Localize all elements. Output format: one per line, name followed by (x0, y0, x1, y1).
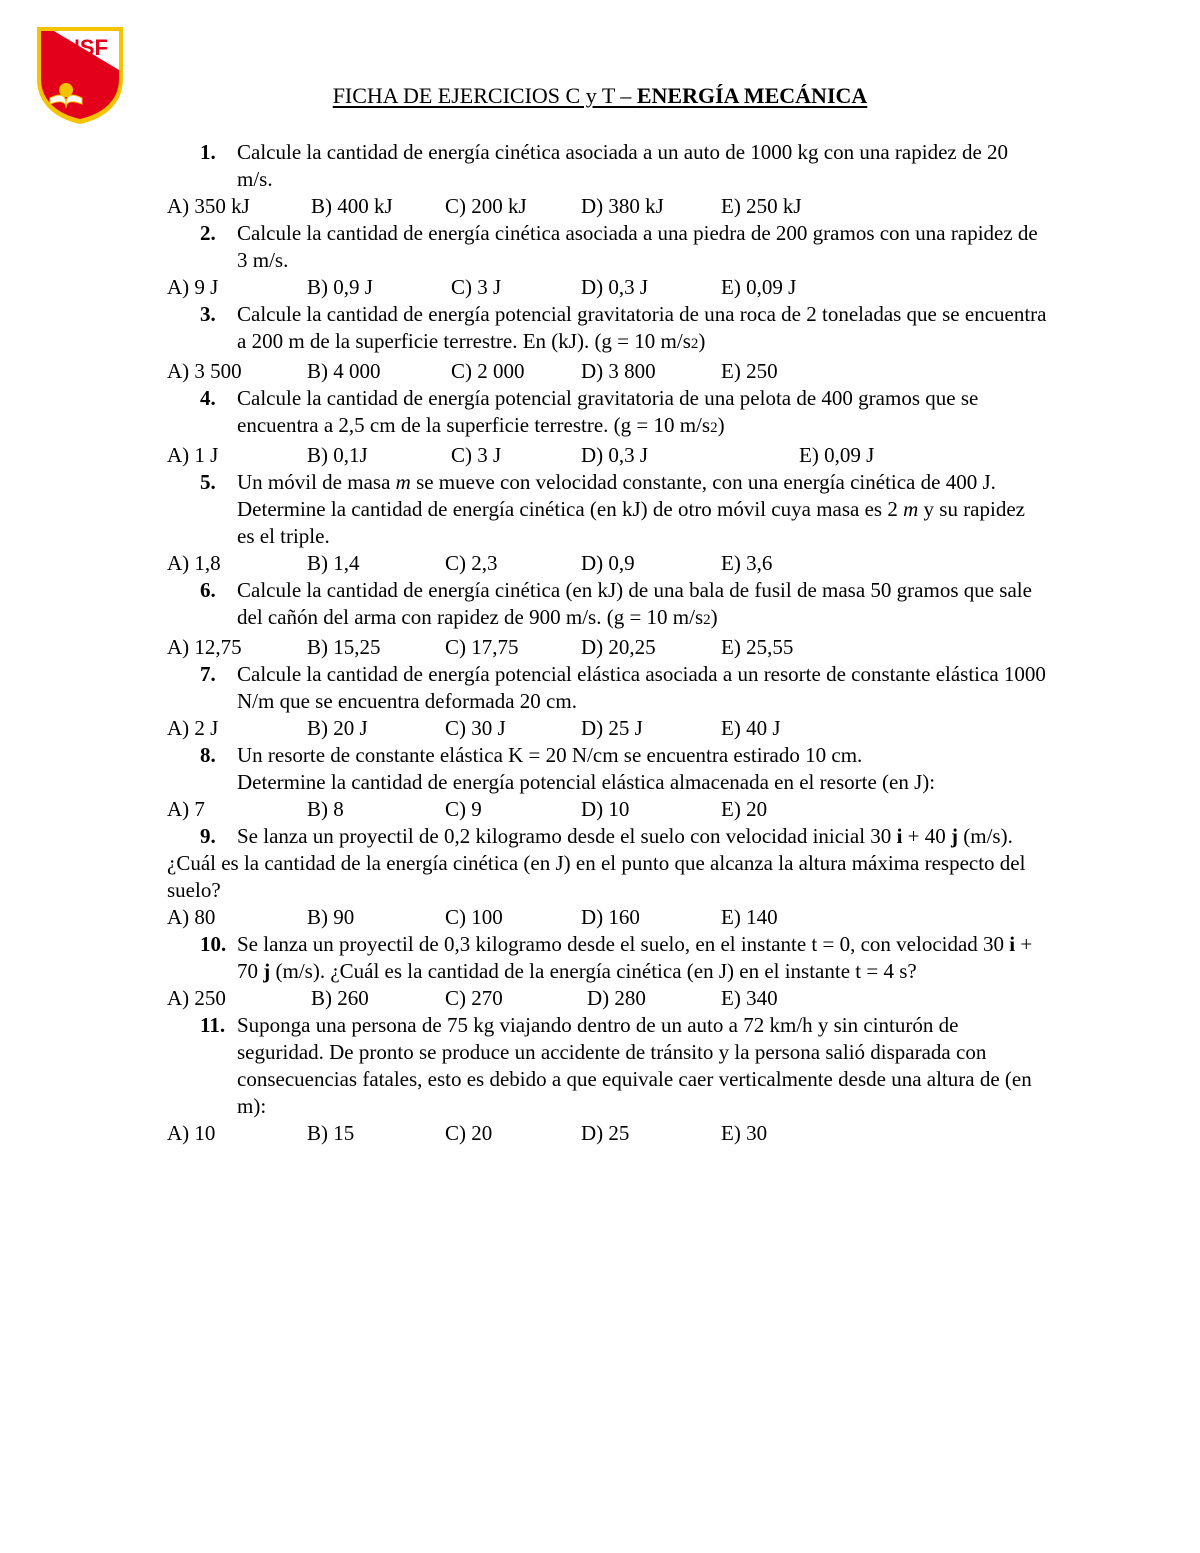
option-e: E) 3,6 (721, 551, 773, 575)
question-10 (167, 931, 1047, 985)
unit-vector-i: i (896, 824, 903, 848)
question-number: 11. (200, 1013, 226, 1037)
question-text-end: ) (698, 329, 706, 353)
question-text: Un móvil de masa (237, 470, 396, 494)
question-number: 7. (200, 662, 216, 686)
option-b: B) 15 (307, 1121, 355, 1145)
question-text: Calcule la cantidad de energía cinética asociada a una piedra de 200 gramos con una rapidez de 3 m/s. (237, 221, 1038, 272)
question-7 (167, 661, 1047, 715)
question-text-mid: se mueve con velocidad constante, con una energía cinética de 400 J. Determine la cantidad de energía cinética (en kJ) de otro móvil cuya masa es 2 (237, 470, 996, 521)
option-e: E) 250 kJ (721, 194, 802, 218)
option-e: E) 0,09 J (799, 443, 875, 467)
option-a: A) 350 kJ (167, 194, 250, 218)
option-d: D) 380 kJ (581, 194, 664, 218)
answer-options (167, 904, 1047, 931)
option-b: B) 400 kJ (311, 194, 393, 218)
option-e: E) 340 (721, 986, 778, 1010)
option-a: A) 250 (167, 986, 226, 1010)
option-c: C) 30 J (445, 716, 506, 740)
question-number: 9. (200, 824, 216, 848)
option-b: B) 4 000 (307, 359, 381, 383)
question-text-mid: + 70 (237, 932, 1033, 983)
question-text: Calcule la cantidad de energía cinética (en kJ) de una bala de fusil de masa 50 gramos que sale del cañón del arma con rapidez de 900 m/s. (g = 10 m/s (237, 578, 1032, 629)
question-text: Calcule la cantidad de energía potencial gravitatoria de una roca de 2 toneladas que se encuentra a 200 m de la superficie terrestre. En (kJ). (g = 10 m/s (237, 302, 1047, 353)
option-a: A) 7 (167, 797, 205, 821)
title-bold: ENERGÍA MECÁNICA (636, 83, 868, 108)
option-e: E) 30 (721, 1121, 768, 1145)
option-d: D) 280 (587, 986, 646, 1010)
question-text-line-2: Determine la cantidad de energía potencial elástica almacenada en el resorte (en J): (237, 770, 936, 794)
question-number: 10. (200, 932, 227, 956)
question-number: 2. (200, 221, 216, 245)
option-d: D) 0,3 J (581, 443, 649, 467)
question-text: Calcule la cantidad de energía potencial gravitatoria de una pelota de 400 gramos que se encuentra a 2,5 cm de la superficie terrestre. (g = 10 m/s (237, 386, 979, 437)
exponent: 2 (703, 612, 711, 628)
question-text-line-1: Un resorte de constante elástica K = 20 N/cm se encuentra estirado 10 cm. (237, 743, 863, 767)
option-a: A) 12,75 (167, 635, 242, 659)
question-text-end: (m/s). ¿Cuál es la cantidad de la energía cinética (en J) en el punto que alcanza la altura máxima respecto del suelo? (167, 824, 1026, 902)
question-1 (167, 139, 1047, 193)
question-number: 6. (200, 578, 216, 602)
answer-options (167, 985, 1047, 1012)
option-c: C) 2,3 (445, 551, 498, 575)
question-text: Se lanza un proyectil de 0,3 kilogramo desde el suelo, en el instante t = 0, con velocidad 30 (237, 932, 1010, 956)
option-c: C) 270 (445, 986, 503, 1010)
option-d: D) 3 800 (581, 359, 656, 383)
option-b: B) 90 (307, 905, 355, 929)
option-b: B) 0,1J (307, 443, 368, 467)
logo-text: NSF (64, 35, 108, 60)
question-9 (167, 823, 1047, 904)
question-8 (167, 742, 1047, 796)
option-a: A) 1 J (167, 443, 219, 467)
option-b: B) 8 (307, 797, 344, 821)
option-d: D) 0,3 J (581, 275, 649, 299)
question-text-end: ) (710, 605, 718, 629)
question-text-end: ) (717, 413, 725, 437)
answer-options (167, 358, 1047, 385)
question-number: 5. (200, 470, 216, 494)
option-c: C) 200 kJ (445, 194, 527, 218)
title-plain: FICHA DE EJERCICIOS C y T – (332, 83, 637, 108)
mass-variable: m (395, 470, 411, 494)
unit-vector-i: i (1009, 932, 1016, 956)
answer-options (167, 796, 1047, 823)
option-b: B) 1,4 (307, 551, 360, 575)
answer-options (167, 193, 1047, 220)
option-d: D) 0,9 (581, 551, 635, 575)
option-d: D) 25 (581, 1121, 630, 1145)
question-text: Se lanza un proyectil de 0,2 kilogramo desde el suelo con velocidad inicial 30 (237, 824, 897, 848)
option-e: E) 0,09 J (721, 275, 797, 299)
unit-vector-j: j (951, 824, 958, 848)
option-a: A) 1,8 (167, 551, 221, 575)
question-5 (167, 469, 1047, 550)
option-c: C) 100 (445, 905, 503, 929)
option-a: A) 9 J (167, 275, 219, 299)
option-d: D) 20,25 (581, 635, 656, 659)
option-b: B) 20 J (307, 716, 368, 740)
answer-options (167, 274, 1047, 301)
question-4 (167, 385, 1047, 442)
question-text-end: y su rapidez es el triple. (237, 497, 1025, 548)
option-c: C) 20 (445, 1121, 493, 1145)
exponent: 2 (690, 336, 699, 352)
option-c: C) 3 J (451, 443, 502, 467)
option-a: A) 80 (167, 905, 216, 929)
exercise-list (167, 139, 1047, 1147)
answer-options (167, 550, 1047, 577)
exponent: 2 (710, 420, 718, 436)
answer-options (167, 1120, 1047, 1147)
option-b: B) 15,25 (307, 635, 381, 659)
school-logo (34, 24, 126, 126)
option-e: E) 250 (721, 359, 778, 383)
answer-options (167, 715, 1047, 742)
mass-variable: m (903, 497, 919, 521)
option-e: E) 25,55 (721, 635, 794, 659)
question-2 (167, 220, 1047, 274)
question-text-end: (m/s). ¿Cuál es la cantidad de la energía cinética (en J) en el instante t = 4 s? (270, 959, 917, 983)
question-text-mid: + 40 (902, 824, 951, 848)
option-a: A) 10 (167, 1121, 216, 1145)
question-number: 4. (200, 386, 216, 410)
option-d: D) 160 (581, 905, 640, 929)
option-b: B) 260 (311, 986, 369, 1010)
unit-vector-j: j (263, 959, 271, 983)
option-c: C) 2 000 (451, 359, 525, 383)
option-e: E) 40 J (721, 716, 781, 740)
option-a: A) 3 500 (167, 359, 242, 383)
option-a: A) 2 J (167, 716, 219, 740)
question-number: 3. (200, 302, 216, 326)
option-c: C) 17,75 (445, 635, 519, 659)
option-d: D) 25 J (581, 716, 643, 740)
option-c: C) 3 J (451, 275, 502, 299)
option-c: C) 9 (445, 797, 482, 821)
question-text: Suponga una persona de 75 kg viajando dentro de un auto a 72 km/h y sin cinturón de seguridad. De pronto se produce un accidente de tránsito y la persona salió disparada con consecuencias fatales, esto es debido a que equivale caer verticalmente desde una altura de (en m): (237, 1013, 1032, 1118)
question-11 (167, 1012, 1047, 1120)
question-number: 8. (200, 743, 216, 767)
option-e: E) 20 (721, 797, 768, 821)
option-e: E) 140 (721, 905, 778, 929)
answer-options (167, 442, 1047, 469)
question-3 (167, 301, 1047, 358)
question-6 (167, 577, 1047, 634)
question-number: 1. (200, 140, 216, 164)
question-text: Calcule la cantidad de energía potencial elástica asociada a un resorte de constante elástica 1000 N/m que se encuentra deformada 20 cm. (237, 662, 1046, 713)
option-b: B) 0,9 J (307, 275, 373, 299)
answer-options (167, 634, 1047, 661)
question-text: Calcule la cantidad de energía cinética asociada a un auto de 1000 kg con una rapidez de 20 m/s. (237, 140, 1009, 191)
page-title (0, 82, 1200, 110)
option-d: D) 10 (581, 797, 630, 821)
